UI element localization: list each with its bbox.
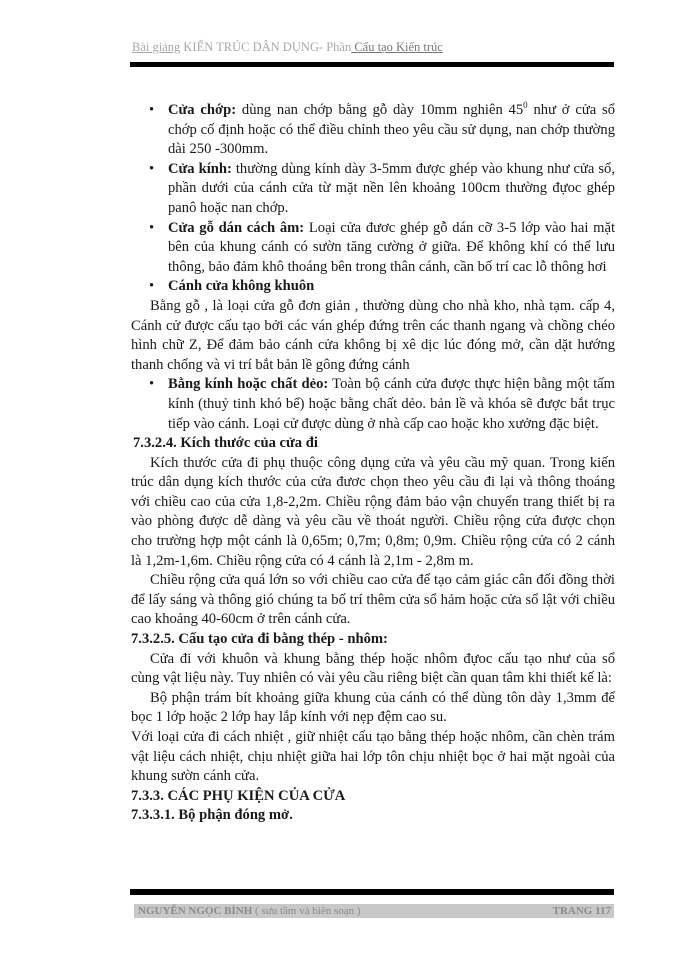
footer-bar <box>134 904 614 918</box>
heading-7-3-2-5: 7.3.2.5. Cấu tạo cửa đi bằng thép - nhôm: <box>131 631 388 648</box>
bullet-cua-chop: • Cửa chớp: dùng nan chớp bằng gỗ dày 10mm nghiên $45^0$ như ở cửa sổ chớp cố định hoặc có thể điều chỉnh theo yêu cầu sử dụng, nan chớp thường dài 250 -300mm. <box>149 100 615 158</box>
bullet-term: Cửa gỗ dán cách âm: <box>168 219 305 236</box>
bullet-dot-icon: • <box>149 102 155 118</box>
footer-rule <box>130 889 614 895</box>
bullet-dot-icon: • <box>149 219 155 236</box>
paragraph-7-3-2-5-c: Với loại cửa đi cách nhiệt , giữ nhiệt cấu tạo bằng thép hoặc nhôm, cần chèn trám vật liệu cách nhiệt, chịu nhiệt giữa hai lớp tôn chịu nhiệt bọc ở hai mặt ngoài của khung sườn cánh cửa. <box>131 729 615 785</box>
header-part: Cấu tạo Kiến trúc <box>351 40 443 54</box>
heading-7-3-3: 7.3.3. CÁC PHỤ KIỆN CỦA CỬA <box>131 787 346 804</box>
bullet-dot-icon: • <box>149 376 155 393</box>
bullet-canh-cua-khong-khuon <box>131 277 615 297</box>
bullet-term: Cửa kính: <box>168 160 232 177</box>
paragraph-khong-khuon: Bằng gỗ , là loại cửa gỗ đơn giản , thường dùng cho nhà kho, nhà tạm. cấp 4, Cánh cử được cấu tạo bởi các ván ghép đứng trên các thanh ngang và chồng chéo hình chữ Z, Để đảm bảo cánh cửa không bị xê dịc lúc đóng mở, cần dặt hướng thanh chống và vi trí bắt bản lề gông đứng cánh <box>131 297 615 373</box>
bullet-bang-kinh: • Bằng kính hoặc chất dẻo: Toàn bộ cánh cửa được thực hiện bằng một tấm kính (thuỷ tinh khó bể) hoặc bằng chất dẻo. bản lề và khóa sẽ được bắt trục tiếp vào cánh. Loại cử được dùng ở nhà cấp cao hoặc kho xưởng đặc biệt. <box>149 376 615 432</box>
paragraph-7-3-2-5-a: Cửa đi với khuôn và khung bằng thép hoặc nhôm đựoc cấu tạo như của sổ cùng vật liệu này. Tuy nhiên có vài yêu cầu riêng biệt cần quan tâm khi thiết kế là: <box>131 650 615 687</box>
paragraph-7-3-2-5-b: Bộ phận trám bít khoảng giữa khung của cánh có thể dùng tôn dày 1,3mm để bọc 1 lớp hoặc 2 lớp hay lắp kính với nẹp đệm cao su. <box>131 689 615 726</box>
bullet-cua-go-dan: • Cửa gỗ dán cách âm: Loại cửa đươc ghép gỗ dán cỡ 3-5 lớp vào hai mặt bên của khung cánh có sườn tăng cường ở giữa. Để không khí có thể lưu thông, bảo đảm khô thoáng bên trong thân cánh, cần bố trí cac lỗ thông hơi <box>149 219 615 275</box>
header-course: KIẾN TRÚC DÂN DỤNG- Phần <box>180 40 352 54</box>
heading-7-3-2-4: 7.3.2.4. Kích thước của cửa đi <box>133 435 318 452</box>
page-number: TRANG 117 <box>552 905 611 917</box>
bullet-dot-icon: • <box>149 278 155 295</box>
footer-author: NGUYỄN NGỌC BÌNH ( sưu tầm và biên soạn ) <box>138 905 361 917</box>
page-content <box>131 101 615 826</box>
header-prefix: Bài giảng <box>132 40 181 54</box>
paragraph-7-3-2-4-a: Kích thước cửa đi phụ thuộc công dụng cửa và yêu cầu mỹ quan. Trong kiến trúc dân dụng kích thước của cửa đươc chọn theo yêu cầu đi lại và thông thoáng với chiều cao của cửa 1,8-2,2m. Chiều rộng đảm bảo vận chuyển trang thiết bị ra vào phòng được dễ dàng và yêu cầu về thoát người. Chiều rộng cửa được chọn cho trường hợp một cánh là 0,65m; 0,7m; 0,8m; 0,9m. Chiều rộng cửa có 2 cánh là 1,2m-1,6m. Chiều rộng cửa có 4 cánh là 2,1m - 2,8m m. <box>131 454 615 569</box>
bullet-term: Cánh cửa không khuôn <box>168 278 315 295</box>
header-title <box>132 40 443 55</box>
bullet-term: Bằng kính hoặc chất dẻo: <box>168 376 329 393</box>
paragraph-7-3-2-4-b: Chiều rộng cửa quá lớn so với chiều cao cửa để tạo cảm giác cân đối đồng thời để lấy sáng và thông gió chúng ta bố trí thêm cửa sổ hảm hoặc cửa sổ lật với chiều cao khoảng 40-60cm ở trên cánh cửa. <box>131 572 615 628</box>
bullet-cua-kinh: • Cửa kính: thường dùng kính dày 3-5mm được ghép vào khung như cửa sổ, phần dưới của cánh cửa từ mặt nền lên khoảng 100cm thường đựoc ghép panô hoặc nan chớp. <box>149 160 615 216</box>
heading-7-3-3-1: 7.3.3.1. Bộ phận đóng mở. <box>131 807 293 824</box>
header-rule <box>130 62 614 67</box>
bullet-term: Cửa chớp: <box>168 102 237 118</box>
bullet-dot-icon: • <box>149 160 155 177</box>
